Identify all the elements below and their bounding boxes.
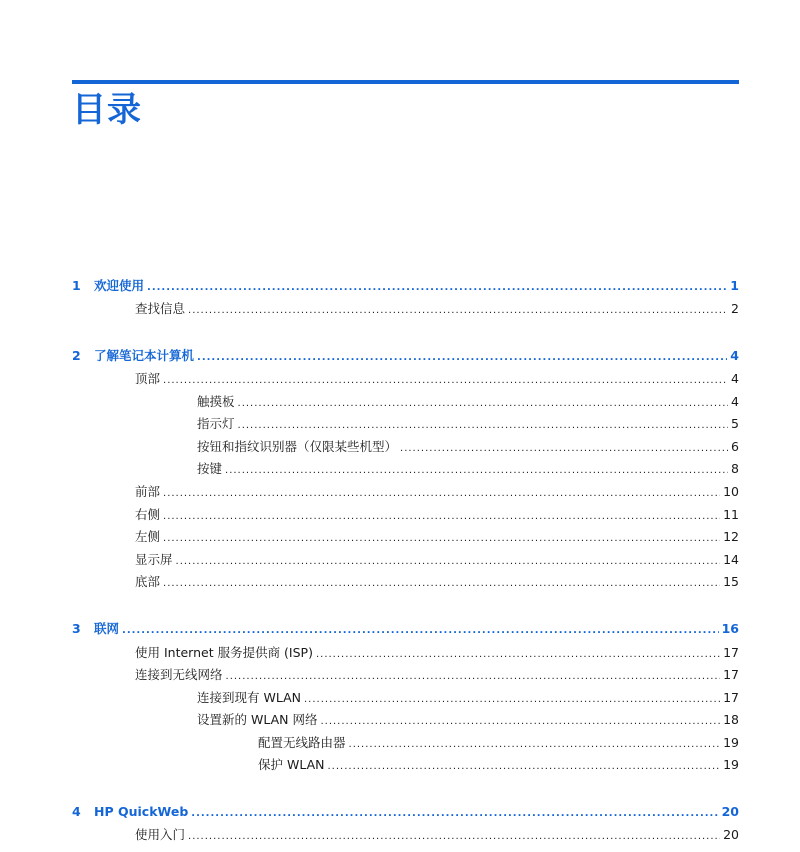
toc-entry-title: 保护 WLAN [258,757,325,772]
toc-page-number: 4 [730,348,739,363]
dot-leader [188,301,728,321]
toc-page-number: 6 [731,439,739,454]
toc-entry[interactable] [197,392,739,412]
dot-leader [122,621,719,641]
toc-page-number: 12 [723,529,739,544]
dot-leader [191,804,718,824]
toc-entry-title: 显示屏 [135,552,173,567]
dot-leader [163,574,720,594]
dot-leader [304,690,720,710]
toc-page-number: 19 [723,757,739,772]
dot-leader [176,552,721,572]
dot-leader [147,278,727,298]
dot-leader [163,529,720,549]
toc-page-number: 1 [730,278,739,293]
toc-entry-title: 顶部 [135,371,161,386]
toc-entry[interactable] [258,733,739,753]
toc-entry[interactable] [135,572,739,592]
toc-entry[interactable] [135,825,739,845]
toc-page-number: 20 [723,827,739,842]
toc-entry-title: 底部 [135,574,161,589]
toc-page-number: 19 [723,735,739,750]
dot-leader [163,371,728,391]
toc-page-number: 11 [723,507,739,522]
toc-entry-title: 配置无线路由器 [258,735,346,750]
dot-leader [320,712,720,732]
toc-entry-title: 前部 [135,484,161,499]
chapter-number: 4 [72,804,81,819]
toc-page-number: 8 [731,461,739,476]
toc-entry-title: 左侧 [135,529,161,544]
toc-chapter-3[interactable] [72,619,739,639]
dot-leader [328,757,721,777]
toc-entry-title: 指示灯 [197,416,235,431]
dot-leader [197,348,727,368]
toc-entry-title: 设置新的 WLAN 网络 [197,712,318,727]
toc-entry[interactable] [197,459,739,479]
toc-chapter-2[interactable] [72,346,739,366]
toc-chapter-4[interactable] [72,802,739,822]
toc-page-number: 15 [723,574,739,589]
toc-entry-title: 按键 [197,461,223,476]
toc-entry-title: 按钮和指纹识别器（仅限某些机型） [197,439,398,454]
dot-leader [188,827,720,847]
toc-entry[interactable] [135,369,739,389]
toc-page-number: 14 [723,552,739,567]
chapter-number: 2 [72,348,81,363]
toc-entry[interactable] [135,505,739,525]
toc-page-number: 17 [723,645,739,660]
toc-entry-title: 联网 [94,621,120,636]
chapter-number: 1 [72,278,81,293]
toc-page-number: 10 [723,484,739,499]
dot-leader [163,484,720,504]
toc-page-number: 4 [731,371,739,386]
dot-leader [163,507,720,527]
toc-entry-title: 连接到现有 WLAN [197,690,301,705]
toc-entry-title: 连接到无线网络 [135,667,223,682]
toc-page-number: 20 [721,804,739,819]
toc-entry[interactable] [135,550,739,570]
toc-page-number: 5 [731,416,739,431]
toc-page-number: 18 [723,712,739,727]
toc-entry[interactable] [135,643,739,663]
toc-entry-title: 查找信息 [135,301,186,316]
toc-entry-title: 使用 Internet 服务提供商 (ISP) [135,645,313,660]
dot-leader [316,645,720,665]
dot-leader [349,735,721,755]
toc-entry[interactable] [197,710,739,730]
toc-entry[interactable] [197,688,739,708]
toc-entry-title: 使用入门 [135,827,186,842]
toc-entry[interactable] [135,527,739,547]
toc-entry-title: 欢迎使用 [94,278,145,293]
toc-entry[interactable] [135,299,739,319]
dot-leader [225,461,728,481]
page-title: 目录 [72,90,142,130]
chapter-number: 3 [72,621,81,636]
toc-entry-title: 触摸板 [197,394,235,409]
toc-chapter-1[interactable] [72,276,739,296]
toc-page-number: 4 [731,394,739,409]
toc-entry-title: 了解笔记本计算机 [94,348,195,363]
toc-page-number: 16 [721,621,739,636]
toc-page-number: 17 [723,667,739,682]
dot-leader [238,416,729,436]
toc-entry-title: HP QuickWeb [94,804,189,819]
dot-leader [400,439,728,459]
toc-entry[interactable] [197,437,739,457]
toc-entry[interactable] [135,665,739,685]
toc-page-number: 2 [731,301,739,316]
toc-entry[interactable] [197,414,739,434]
toc-entry[interactable] [258,755,739,775]
toc-entry[interactable] [135,482,739,502]
toc-entry-title: 右侧 [135,507,161,522]
dot-leader [238,394,729,414]
dot-leader [226,667,721,687]
toc-page-number: 17 [723,690,739,705]
